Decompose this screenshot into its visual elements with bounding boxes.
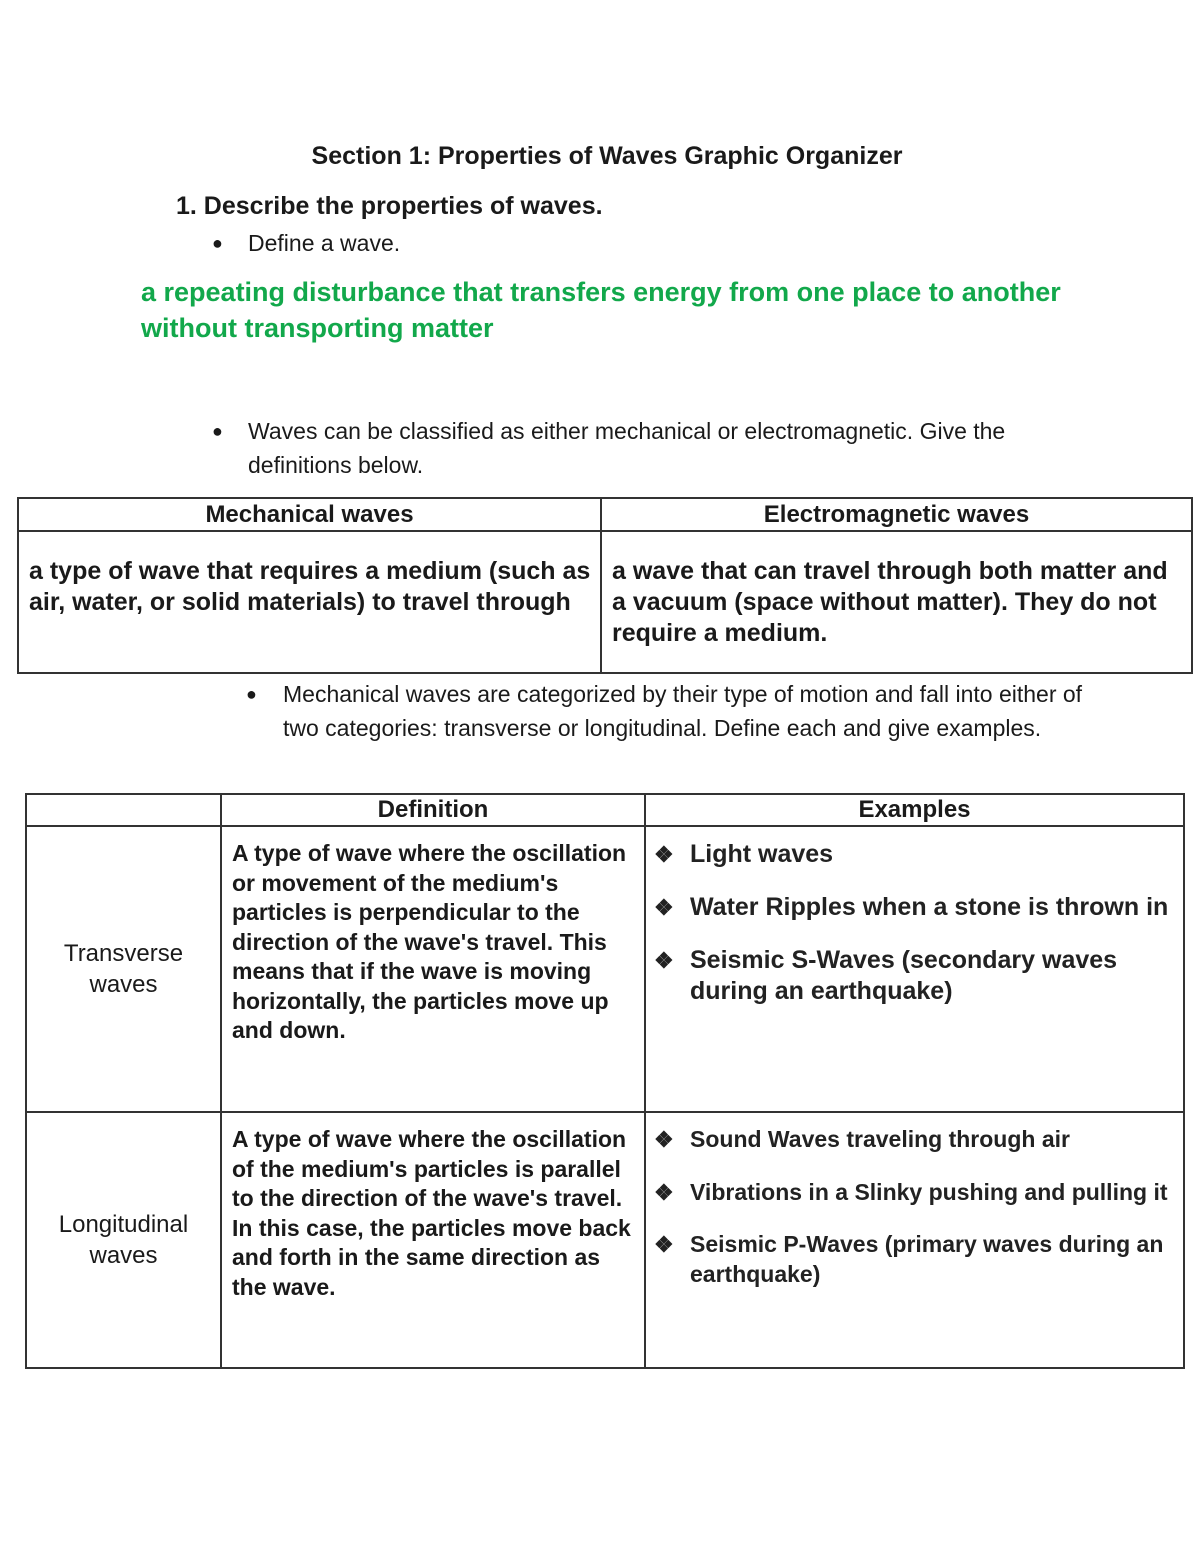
bullet-define-wave: [212, 226, 1112, 260]
row-label-transverse: Transverse waves: [26, 826, 221, 1112]
diamond-bullet-icon: ❖: [654, 842, 674, 867]
diamond-bullet-icon: ❖: [654, 1127, 674, 1152]
bullet-icon: ●: [212, 233, 223, 253]
list-item: ❖ Light waves: [654, 840, 834, 868]
diamond-bullet-icon: ❖: [654, 948, 674, 973]
header-mechanical: Mechanical waves: [18, 498, 601, 531]
list-item: ❖ Seismic S-Waves (secondary waves during an earthquake): [654, 946, 1118, 1005]
row-label-longitudinal: Longitudinal waves: [26, 1112, 221, 1368]
bullet-categories: [246, 677, 1106, 745]
bullet-icon: ●: [246, 684, 257, 704]
header-definition: Definition: [221, 794, 645, 826]
list-item: ❖ Vibrations in a Slinky pushing and pulling it: [690, 1178, 1175, 1208]
cell-electromagnetic-definition: a wave that can travel through both matter and a vacuum (space without matter). They do not require a medium.: [601, 531, 1192, 673]
table-row: [26, 826, 1184, 1112]
bullet-text: Define a wave.: [248, 230, 401, 256]
question-1: 1. Describe the properties of waves.: [176, 192, 603, 220]
list-item: ❖ Seismic P-Waves (primary waves during an earthquake): [654, 1231, 1164, 1287]
header-examples: Examples: [645, 794, 1184, 826]
answer-wave-definition: a repeating disturbance that transfers energy from one place to another without transporting matter: [141, 277, 1061, 343]
diamond-bullet-icon: ❖: [654, 895, 674, 920]
transverse-examples: [645, 826, 1184, 1112]
cell-mechanical-definition: a type of wave that requires a medium (such as air, water, or solid materials) to travel through: [18, 531, 601, 673]
bullet-icon: ●: [212, 421, 223, 441]
list-item: ❖ Water Ripples when a stone is thrown in: [654, 893, 1169, 921]
diamond-bullet-icon: ❖: [654, 1232, 674, 1257]
longitudinal-definition: A type of wave where the oscillation of the medium's particles is parallel to the direction of the wave's travel. In this case, the particles move back and forth in the same direction as the wave.: [221, 1112, 645, 1368]
header-electromagnetic: Electromagnetic waves: [601, 498, 1192, 531]
list-item: ❖ Sound Waves traveling through air: [690, 1125, 1175, 1155]
mechanical-waves-table: [25, 793, 1185, 1369]
page-title: Section 1: Properties of Waves Graphic Organizer: [311, 142, 903, 170]
transverse-definition: A type of wave where the oscillation or movement of the medium's particles is perpendicular to the direction of the wave's travel. This means that if the wave is moving horizontally, the particles move up and down.: [221, 826, 645, 1112]
bullet-classify: [212, 414, 1112, 482]
longitudinal-examples: [645, 1112, 1184, 1368]
wave-types-table: [17, 497, 1193, 674]
bullet-text: Waves can be classified as either mechanical or electromagnetic. Give the definitions below.: [248, 418, 1006, 478]
diamond-bullet-icon: ❖: [654, 1179, 674, 1205]
header-empty: [26, 794, 221, 826]
table-row: [26, 1112, 1184, 1368]
bullet-text: Mechanical waves are categorized by their type of motion and fall into either of two categories: transverse or longitudinal. Define each and give examples.: [283, 681, 1083, 741]
